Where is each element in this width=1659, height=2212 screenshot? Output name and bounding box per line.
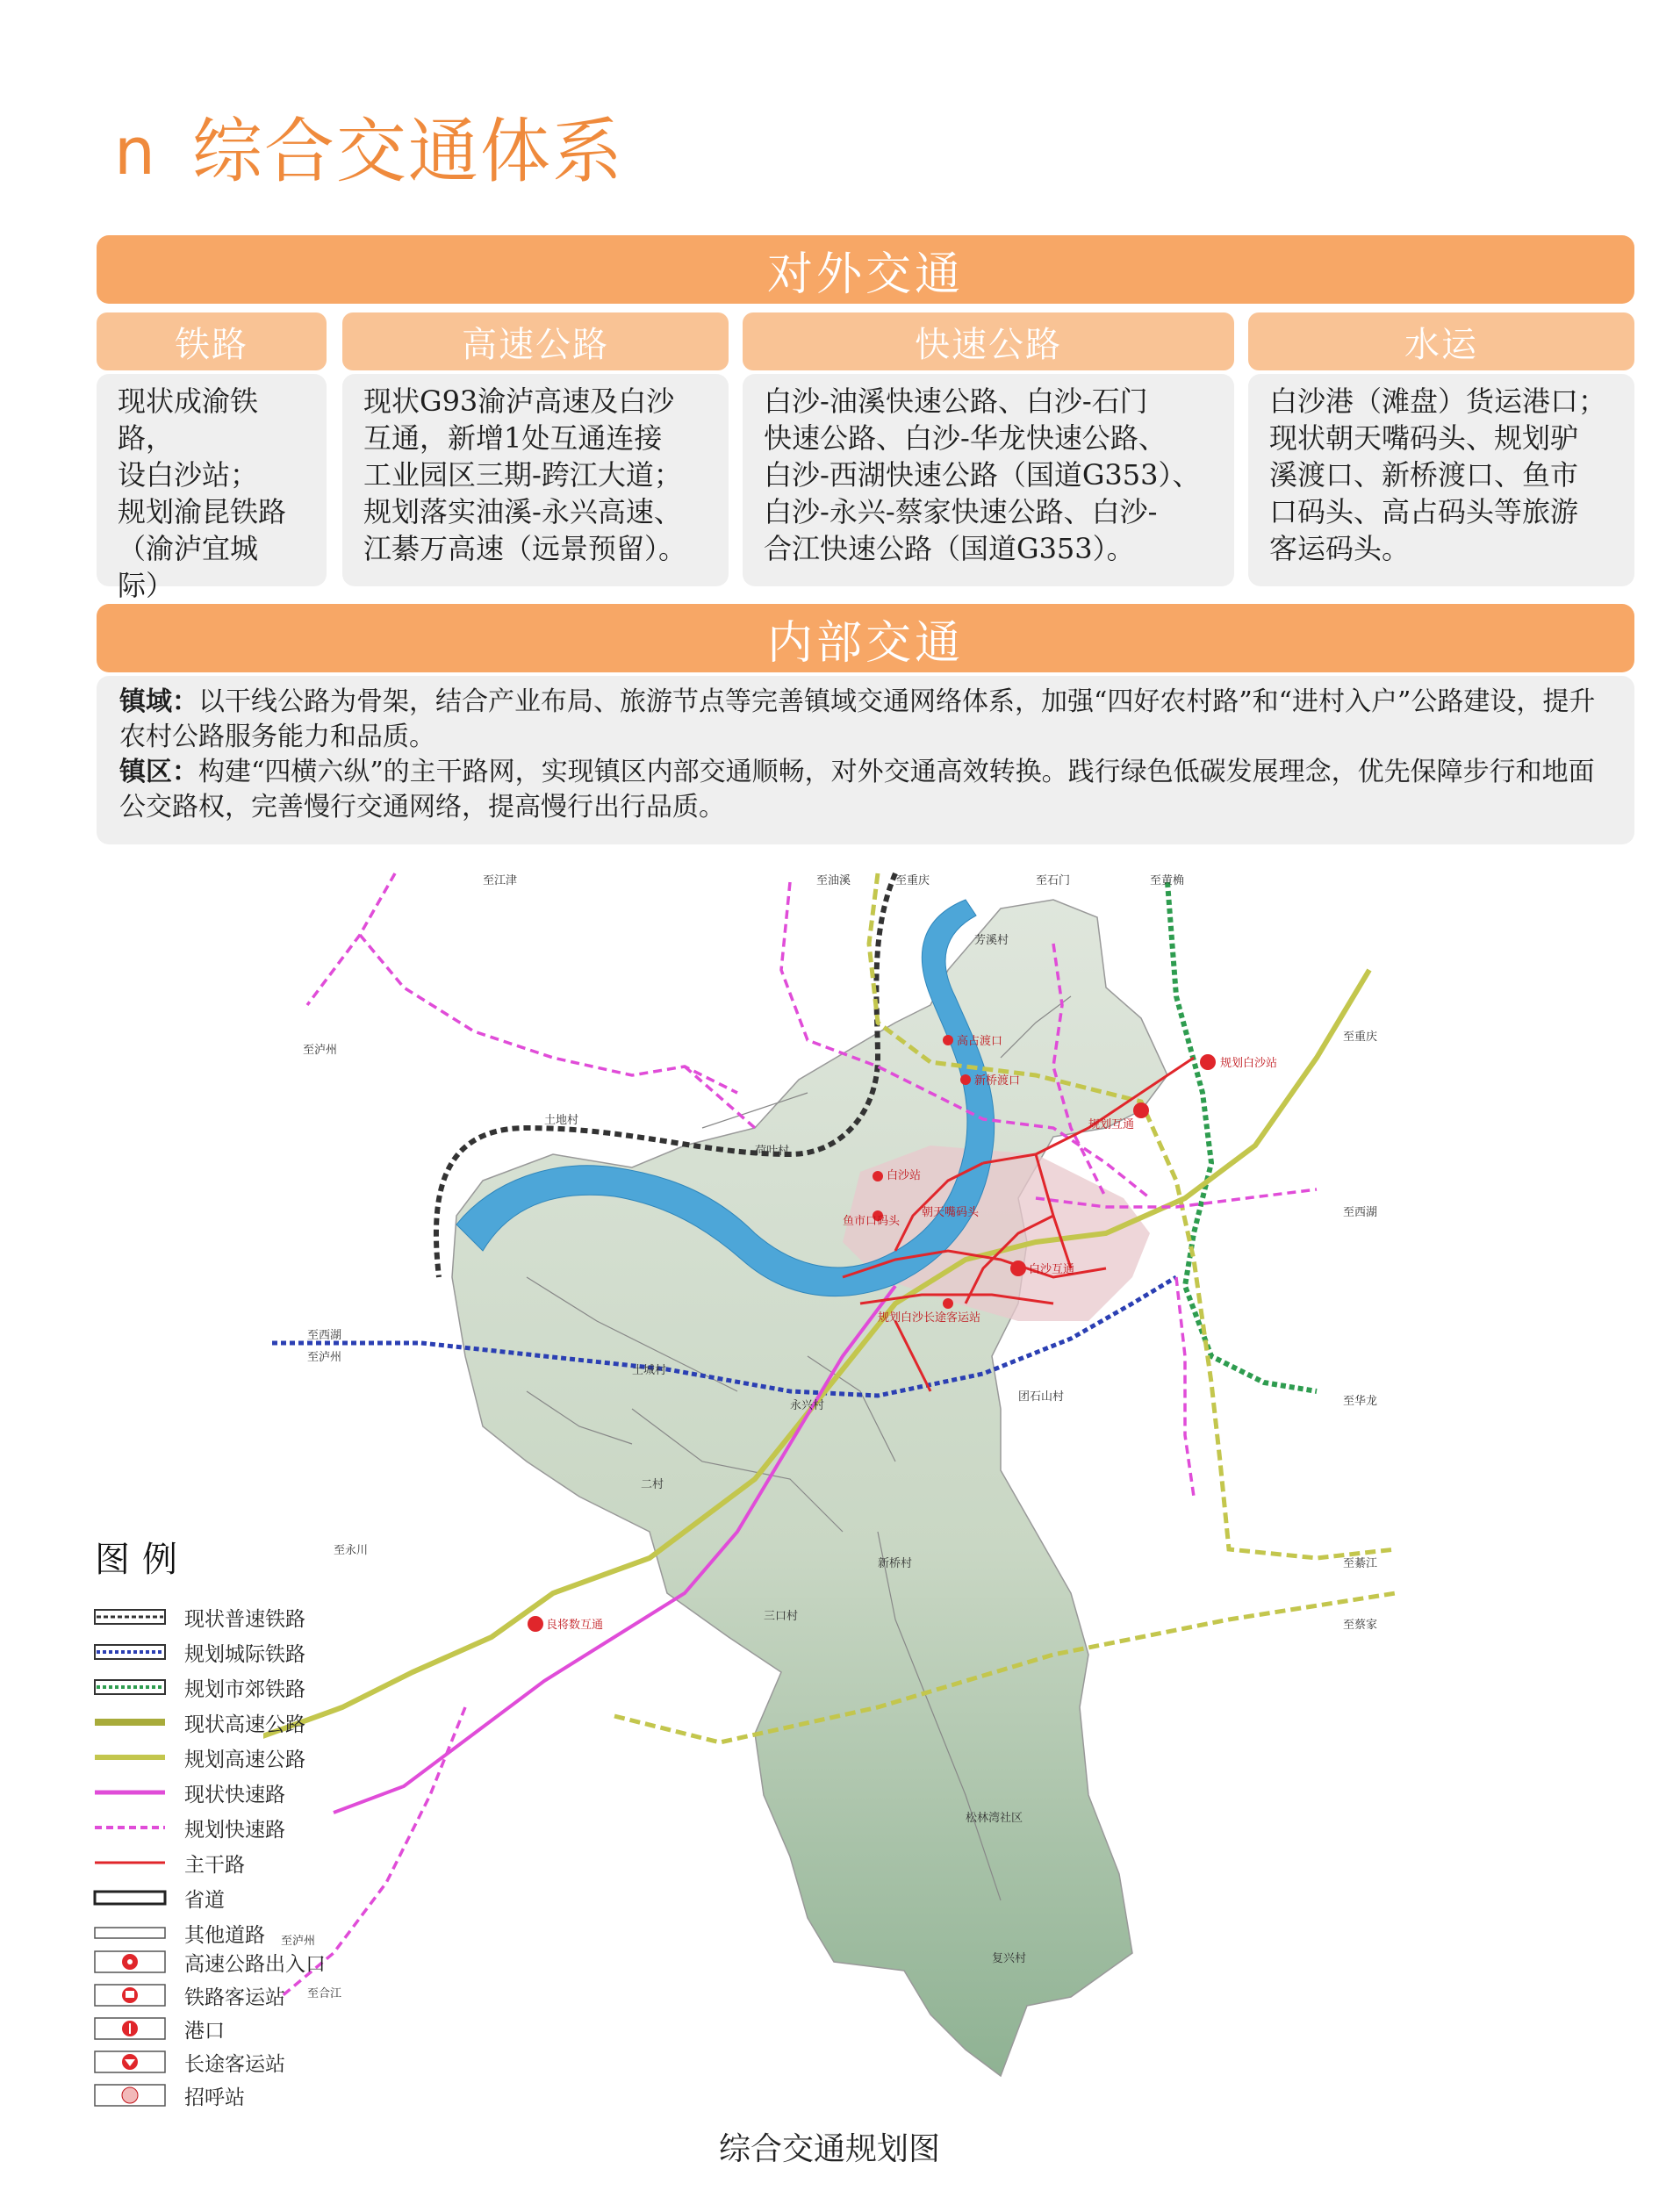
legend-swatch-other-road bbox=[93, 1920, 167, 1946]
legend-label: 其他道路 bbox=[184, 1923, 265, 1947]
town-area-paragraph bbox=[119, 755, 1613, 825]
legend-highway-exit bbox=[93, 1947, 326, 1977]
label-zhi-youxi: 至油溪 bbox=[816, 874, 851, 887]
label-yushikou: 鱼市口码头 bbox=[843, 1215, 901, 1228]
page-title: 综合交通体系 bbox=[191, 111, 624, 192]
label-zhi-hejiang: 至合江 bbox=[307, 1987, 342, 2000]
legend-label: 规划市郊铁路 bbox=[184, 1677, 305, 1701]
legend-suburban-rail bbox=[93, 1672, 305, 1702]
legend-swatch-highway-exit bbox=[93, 1949, 167, 1975]
legend-label: 现状普速铁路 bbox=[184, 1607, 305, 1631]
dongtong-interchange-marker bbox=[528, 1616, 543, 1632]
label-dongtong: 良将数互通 bbox=[546, 1619, 604, 1632]
map-caption: 综合交通规划图 bbox=[718, 2131, 940, 2167]
label-zhi-jiangjin: 至江津 bbox=[483, 874, 518, 887]
label-xinqiao-village: 新桥村 bbox=[878, 1557, 913, 1570]
legend-swatch-bus-station bbox=[93, 2049, 167, 2075]
tab-highway: 高速公路 bbox=[342, 312, 729, 370]
town-area-label: 镇区： bbox=[119, 757, 198, 787]
legend-existing-highway bbox=[93, 1707, 305, 1737]
town-boundary-terrain bbox=[452, 900, 1167, 2076]
card-expressway bbox=[743, 374, 1234, 586]
label-tuanshishan-village: 团石山村 bbox=[1018, 1390, 1065, 1404]
legend-planned-highway bbox=[93, 1742, 305, 1772]
label-zhi-luzhou3: 至泸州 bbox=[281, 1935, 316, 1948]
legend-provincial-road bbox=[93, 1883, 225, 1913]
label-sankou-village: 三口村 bbox=[764, 1610, 799, 1623]
label-er-village: 二村 bbox=[641, 1478, 664, 1491]
legend-main-road bbox=[93, 1848, 245, 1878]
label-baisha-station: 白沙站 bbox=[887, 1169, 922, 1182]
card-highway bbox=[342, 374, 729, 586]
label-zhi-qijiang: 至綦江 bbox=[1343, 1557, 1378, 1570]
legend-bus-station bbox=[93, 2047, 285, 2077]
label-planned-interchange: 规划互通 bbox=[1088, 1118, 1135, 1131]
town-domain-label: 镇域： bbox=[119, 686, 198, 717]
legend-swatch-existing-highway bbox=[93, 1709, 167, 1735]
map-canvas bbox=[263, 865, 1396, 2085]
town-domain-paragraph bbox=[119, 685, 1613, 755]
planned-interchange-marker bbox=[1133, 1102, 1149, 1118]
legend-swatch-provincial-road bbox=[93, 1885, 167, 1911]
town-area-text: 构建“四横六纵”的主干路网，实现镇区内部交通顺畅，对外交通高效转换。践行绿色低碳发展理念，优先保障步行和地面公交路权，完善慢行交通网络，提高慢行出行品质。 bbox=[119, 757, 1595, 822]
label-tudi-village: 土地村 bbox=[544, 1114, 579, 1127]
legend-swatch-rail-station bbox=[93, 1982, 167, 2008]
planned-station-marker bbox=[1200, 1054, 1216, 1070]
legend-label: 港口 bbox=[184, 2019, 225, 2043]
legend-rail-station bbox=[93, 1980, 285, 2010]
legend-title: 图例 bbox=[95, 1540, 190, 1580]
label-songlin-community: 松林湾社区 bbox=[966, 1812, 1023, 1825]
baisha-interchange-marker bbox=[1010, 1260, 1026, 1276]
legend-swatch-port bbox=[93, 2015, 167, 2042]
label-zhi-luzhou: 至泸州 bbox=[303, 1044, 338, 1057]
legend-label: 铁路客运站 bbox=[184, 1986, 285, 2009]
card-waterway bbox=[1248, 374, 1634, 586]
label-zhi-xihu-left: 至西湖 bbox=[307, 1329, 342, 1342]
card-railway-text: 现状成渝铁路， 设白沙站； 规划渝昆铁路 （渝泸宜城际） bbox=[118, 384, 287, 602]
legend-swatch-intercity-rail bbox=[93, 1639, 167, 1665]
label-zhi-luzhou2: 至泸州 bbox=[307, 1351, 342, 1364]
label-bus-station: 规划白沙长途客运站 bbox=[878, 1311, 981, 1325]
tab-expressway: 快速公路 bbox=[743, 312, 1234, 370]
legend-existing-expressway bbox=[93, 1778, 285, 1807]
legend-label: 省道 bbox=[184, 1888, 225, 1912]
legend-label: 规划城际铁路 bbox=[184, 1642, 305, 1666]
legend-swatch-main-road bbox=[93, 1849, 167, 1876]
legend-stop bbox=[93, 2080, 245, 2110]
legend-label: 现状高速公路 bbox=[184, 1713, 305, 1736]
heading-bullet: n bbox=[114, 114, 155, 190]
label-zhi-yongchuan: 至永川 bbox=[334, 1544, 369, 1557]
internal-transport-text bbox=[97, 676, 1634, 844]
town-domain-text: 以干线公路为骨架，结合产业布局、旅游节点等完善镇域交通网络体系，加强“四好农村路”和“进村入户”公路建设，提升农村公路服务能力和品质。 bbox=[119, 686, 1596, 752]
legend-swatch-stop bbox=[93, 2082, 167, 2108]
label-fuxing-village: 复兴村 bbox=[992, 1952, 1027, 1965]
xinqiao-ferry-marker bbox=[960, 1074, 971, 1085]
planned-suburban-rail bbox=[1167, 882, 1317, 1391]
card-waterway-text: 白沙港（滩盘）货运港口； 现状朝天嘴码头、规划驴 溪渡口、新桥渡口、鱼市 口码头、高占码头等旅游 客运码头。 bbox=[1269, 384, 1607, 565]
label-zhi-chongqing-right: 至重庆 bbox=[1343, 1031, 1378, 1044]
legend-label: 现状快速路 bbox=[184, 1783, 285, 1806]
legend-label: 规划高速公路 bbox=[184, 1748, 305, 1771]
legend-planned-expressway bbox=[93, 1813, 285, 1842]
card-expressway-text: 白沙-油溪快速公路、白沙-石门 快速公路、白沙-华龙快速公路、 白沙-西湖快速公路（国道G353）、 白沙-永兴-蔡家快速公路、白沙- 合江快速公路（国道G353）。 bbox=[764, 384, 1201, 565]
tab-waterway: 水运 bbox=[1248, 312, 1634, 370]
label-fangxi-village: 芳溪村 bbox=[974, 934, 1009, 947]
legend-label: 规划快速路 bbox=[184, 1818, 285, 1842]
label-zhi-huangjue: 至黄桷 bbox=[1150, 874, 1185, 887]
legend-port bbox=[93, 2014, 225, 2043]
legend-intercity-rail bbox=[93, 1637, 305, 1667]
label-zhi-chongqing-top: 至重庆 bbox=[895, 874, 930, 887]
label-chaotianzui: 朝天嘴码头 bbox=[922, 1206, 980, 1219]
external-transport-header: 对外交通 bbox=[97, 235, 1634, 304]
gaozhan-ferry-marker bbox=[943, 1035, 953, 1045]
baisha-station-marker bbox=[873, 1171, 883, 1181]
legend-existing-railway bbox=[93, 1602, 305, 1632]
legend-label: 招呼站 bbox=[184, 2086, 245, 2109]
legend-other-road bbox=[93, 1918, 265, 1948]
label-planned-station: 规划白沙站 bbox=[1220, 1057, 1278, 1070]
legend-label: 长途客运站 bbox=[184, 2052, 285, 2076]
legend-swatch-planned-highway bbox=[93, 1744, 167, 1770]
label-tucheng-village: 土城村 bbox=[632, 1364, 667, 1377]
internal-transport-header: 内部交通 bbox=[97, 604, 1634, 672]
legend-swatch-existing-expressway bbox=[93, 1779, 167, 1806]
label-heye-village: 荷叶村 bbox=[755, 1145, 790, 1158]
card-highway-text: 现状G93渝泸高速及白沙 互通，新增1处互通连接 工业园区三期-跨江大道； 规划落实油溪-永兴高速、 江綦万高速（远景预留）。 bbox=[363, 384, 687, 565]
label-xinqiao: 新桥渡口 bbox=[974, 1074, 1021, 1088]
legend-label: 主干路 bbox=[184, 1853, 245, 1877]
bus-station-marker bbox=[943, 1298, 953, 1309]
transport-planning-map bbox=[263, 865, 1396, 2085]
label-zhi-xihu: 至西湖 bbox=[1343, 1206, 1378, 1219]
legend-label: 高速公路出入口 bbox=[184, 1952, 326, 1976]
label-baisha-interchange: 白沙互通 bbox=[1029, 1263, 1075, 1276]
label-zhi-shimen: 至石门 bbox=[1036, 874, 1071, 887]
label-yongxing-village: 永兴村 bbox=[790, 1399, 825, 1412]
legend-swatch-existing-railway bbox=[93, 1604, 167, 1630]
legend-swatch-suburban-rail bbox=[93, 1674, 167, 1700]
label-zhi-caijia: 至蔡家 bbox=[1343, 1619, 1378, 1632]
page-heading bbox=[114, 112, 624, 191]
card-railway bbox=[97, 374, 327, 602]
label-zhi-huaxi: 至华龙 bbox=[1343, 1395, 1378, 1408]
legend-swatch-planned-expressway bbox=[93, 1814, 167, 1841]
tab-railway: 铁路 bbox=[97, 312, 327, 370]
label-gaozhan: 高占渡口 bbox=[957, 1035, 1003, 1048]
